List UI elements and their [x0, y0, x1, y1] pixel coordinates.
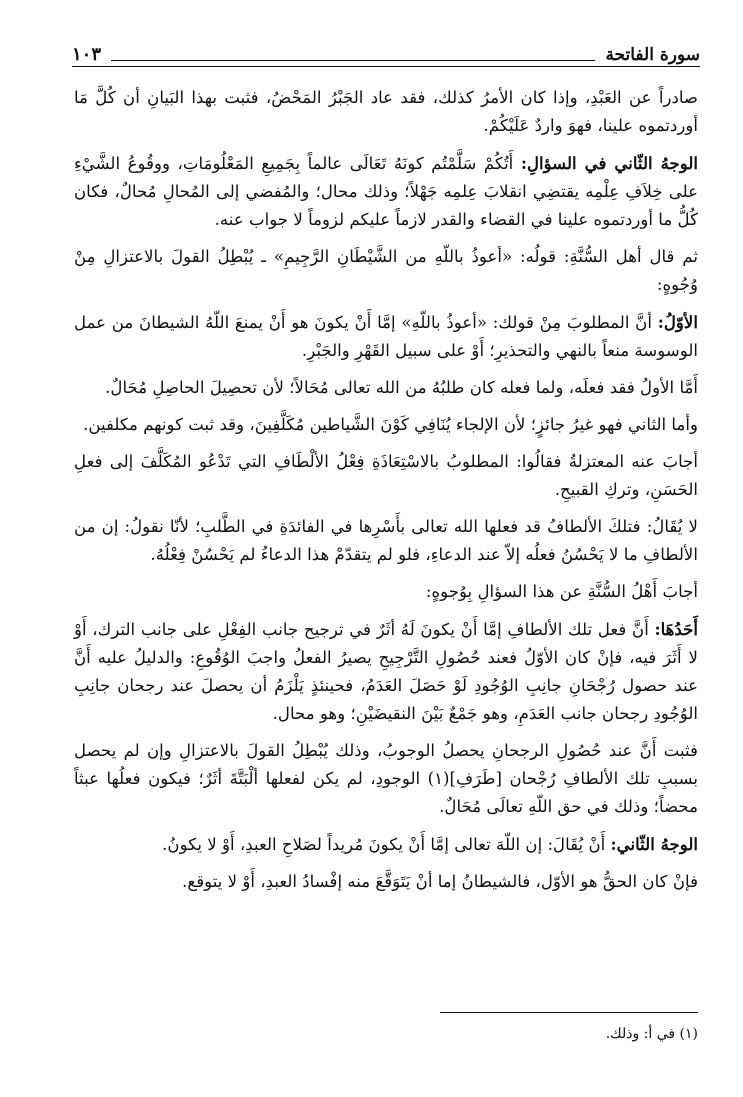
paragraph-13: فإنْ كان الحقُّ هو الأوّل، فالشيطانُ إما أنْ يَتَوَقَّعَ منه إفْسادُ العبدِ، أَوْ لا يتوقع.: [182, 872, 698, 891]
body-text: [74, 84, 698, 905]
footnote-1: (١) في أ: وذلك.: [605, 1026, 698, 1042]
paragraph-8: لا يُقَالُ: فتلكَ الألطافُ قد فعلها الله تعالى بأَسْرِها في الفائدَةِ في الطَّلبِ؛ لأنّا نقولُ: إن من الألطافِ ما لا يَحْسُنُ فعلُه إلاّ عند الدعاءِ، فلو لم يتقدّمْ هذا الدعاءُ لم يَحْسُنْ فِعْلُهُ.: [74, 517, 698, 564]
running-title: سورة الفاتحة: [605, 45, 700, 65]
paragraph-7: أجابَ عنه المعتزلةُ فقالُوا: المطلوبُ بالاسْتِعَاذَةِ فِعْلُ الألْطَافِ التي تَدْعُو المُكَلَّفَ إلى فعلِ الحَسَنِ، وتركِ القبيحِ.: [74, 452, 698, 499]
paragraph-1: صادراً عن العَبْدِ، وإذا كان الأمرُ كذلك، فقد عاد الجَبْرُ المَحْضُ، فثبت بهذا البَيانِ أن كُلَّ مَا أوردتموه علينا، فهوَ واردٌ عَلَيْكُمْ.: [74, 88, 698, 135]
paragraph-4-heading: الأوّلُ:: [657, 312, 698, 332]
paragraph-3: ثم قال أهل السُّنَّةِ: قولُه: «أعوذُ باللّهِ من الشَّيْطَانِ الرَّجِيمِ» ـ يُبْطِلُ القولَ بالاعتزالِ مِنْ وُجُوهٍ:: [74, 247, 698, 294]
paragraph-12-text: أَنْ يُقَالَ: إن اللّهَ تعالى إمَّا أَنْ يكونَ مُريداً لصَلاحِ العبدِ، أَوْ لا يكونُ.: [162, 835, 611, 854]
footnote-rule: [440, 1012, 698, 1013]
paragraph-9: أجابَ أَهْلُ السُّنَّةِ عن هذا السؤالِ بِوُجوهٍ:: [425, 582, 698, 601]
running-header: [72, 30, 700, 64]
paragraph-10-text: أَنَّ فعل تلك الألطافِ إمَّا أَنْ يكونَ لَهُ أثَرٌ في ترجيح جانب الفِعْلِ على جانب الترك، أَوْ لا أَثَرَ فيه، فإنْ كان الأوّلُ فعند حُصُولِ التَّرْجِيحِ يصيرُ الفعلُ واجبَ الوُقُوعِ: والدليلُ عليه أَنَّ عند حصول رُجْحَانِ جانِبِ الوُجُودِ لَوْ حَصَلَ العَدَمُ، فحينئذٍ يَلْزَمُ أن يحصلَ عند رجحان جانِبِ الوُجُودِ رجحان جانب العَدَمِ، وهو جَمْعٌ بَيْنَ النقيضَيْنِ؛ وهو محال.: [74, 620, 698, 723]
paragraph-4-text: أنَّ المطلوبَ مِنْ قولك: «أعوذُ باللّهِ» إمَّا أَنْ يكونَ هو أَنْ يمنعَ اللّهُ الشيطانَ من عمل الوسوسة منعاً بالنهي والتحذيرِ؛ أَوْ على سبيل القَهْرِ والجَبْرِ.: [74, 313, 698, 360]
header-rule: [111, 60, 595, 61]
paragraph-11: فثبت أَنَّ عند حُصُولِ الرجحانِ يحصلُ الوجوبُ، وذلك يُبْطِلُ القولَ بالاعتزالِ وإن لم يحصل بسببِ تلك الألطافِ رُجْحان [طَرَفِ](١) الوجودِ، لم يكن لفعلها ألْبَتَّةَ أثَرٌ؛ فيكون فعلُها عبثاً محضاً؛ وذلك في حق اللّهِ تعالَى مُحَالٌ.: [74, 741, 698, 816]
paragraph-6: وأما الثاني فهو غيرُ جائزٍ؛ لأن الإلجاء يُنَافِي كَوْنَ الشَّياطين مُكَلَّفِينَ، وقد ثبت كونهم مكلفين.: [83, 415, 698, 434]
paragraph-10: [74, 615, 698, 728]
paragraph-4: [74, 308, 698, 365]
paragraph-5: أَمَّا الأولُ فقد فعلَه، ولما فعله كان طلبُهُ من الله تعالى مُحَالاً؛ لأن تحصِيلَ الحاصِلِ مُحَالٌ.: [105, 378, 698, 397]
header-divider: [72, 66, 700, 67]
page-number: ١٠٣: [72, 44, 102, 65]
paragraph-10-heading: أَحَدُهَا:: [654, 619, 698, 639]
paragraph-2-heading: الوجهُ الثّاني في السؤالِ:: [520, 153, 699, 173]
paragraph-2: [74, 149, 698, 234]
paragraph-2-text: أَتُكُمْ سَلَّمْتُم كونَهُ تَعَالَى عالماً بِجَمِيعِ المَعْلُومَاتِ، ووقُوعُ الشَّيْءِ على خِلاَفِ عِلْمِه يقتضِي انقلابَ عِلمِه جَهْلاً؛ وذلك محال؛ والمُفضي إلى المُحالِ مُحالٌ، فكان كُلُّ ما أوردتموه علينا في القضاء والقدر لازماً عليكم لزوماً لا جواب عنه.: [74, 154, 698, 229]
paragraph-12-heading: الوجهُ الثّاني:: [610, 834, 698, 854]
paragraph-12: [74, 830, 698, 859]
